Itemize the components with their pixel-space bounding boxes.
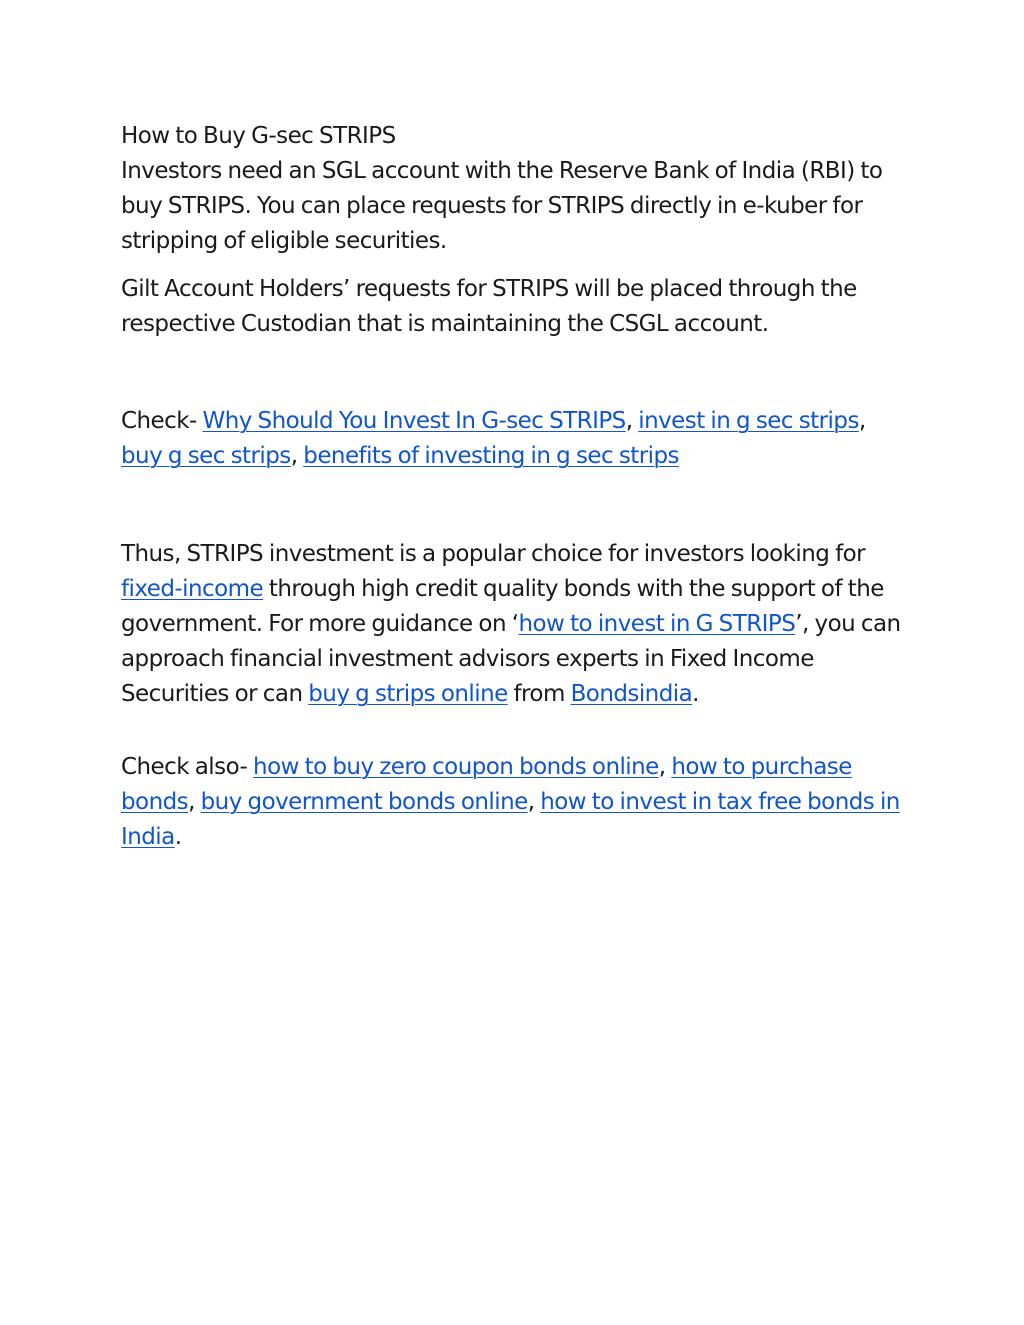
check-also-paragraph [121,750,911,855]
conclusion-paragraph [121,537,911,712]
link-bondsindia[interactable]: Bondsindia [570,681,693,707]
link-benefits-gsec-strips[interactable]: benefits of investing in g sec strips [303,443,679,469]
link-buy-government-bonds[interactable]: buy government bonds online [200,789,528,815]
link-fixed-income[interactable]: fixed-income [121,576,264,602]
conclusion-text: ’, you can approach financial investment advisors experts in Fixed Income Securities or can [121,611,901,707]
link-zero-coupon-bonds[interactable]: how to buy zero coupon bonds online [253,754,659,780]
link-buy-gsec-strips[interactable]: buy g sec strips [121,443,291,469]
conclusion-text: Thus, STRIPS investment is a popular choice for investors looking for [121,541,866,567]
check-also-prefix: Check also- [121,754,254,780]
check-prefix: Check- [121,408,203,434]
suffix: . [174,824,182,850]
section-heading: How to Buy G-sec STRIPS [121,123,396,149]
separator: , [527,789,541,815]
link-why-invest-gsec-strips[interactable]: Why Should You Invest In G-sec STRIPS [202,408,626,434]
gilt-paragraph: Gilt Account Holders’ requests for STRIPS will be placed through the respective Custodian that is maintaining the CSGL account. [121,276,857,337]
conclusion-text: from [507,681,571,707]
separator: , [658,754,672,780]
link-buy-g-strips-online[interactable]: buy g strips online [308,681,508,707]
separator: , [188,789,201,815]
link-how-to-invest-g-strips[interactable]: how to invest in G STRIPS [518,611,796,637]
link-tax-free-bonds-india[interactable]: how to invest in tax free bonds in India [121,789,900,850]
document-page [121,119,911,855]
intro-paragraph: Investors need an SGL account with the Reserve Bank of India (RBI) to buy STRIPS. You can place requests for STRIPS directly in e-kuber for stripping of eligible securities. [121,158,883,254]
link-how-to-purchase-bonds[interactable]: how to purchase bonds [121,754,852,815]
check-links-paragraph [121,404,911,474]
separator: , [858,408,866,434]
conclusion-text: . [692,681,699,707]
separator: , [625,408,639,434]
link-invest-in-gsec-strips[interactable]: invest in g sec strips [638,408,859,434]
conclusion-text: through high credit quality bonds with the support of the government. For more guidance on ‘ [121,576,884,637]
separator: , [290,443,304,469]
